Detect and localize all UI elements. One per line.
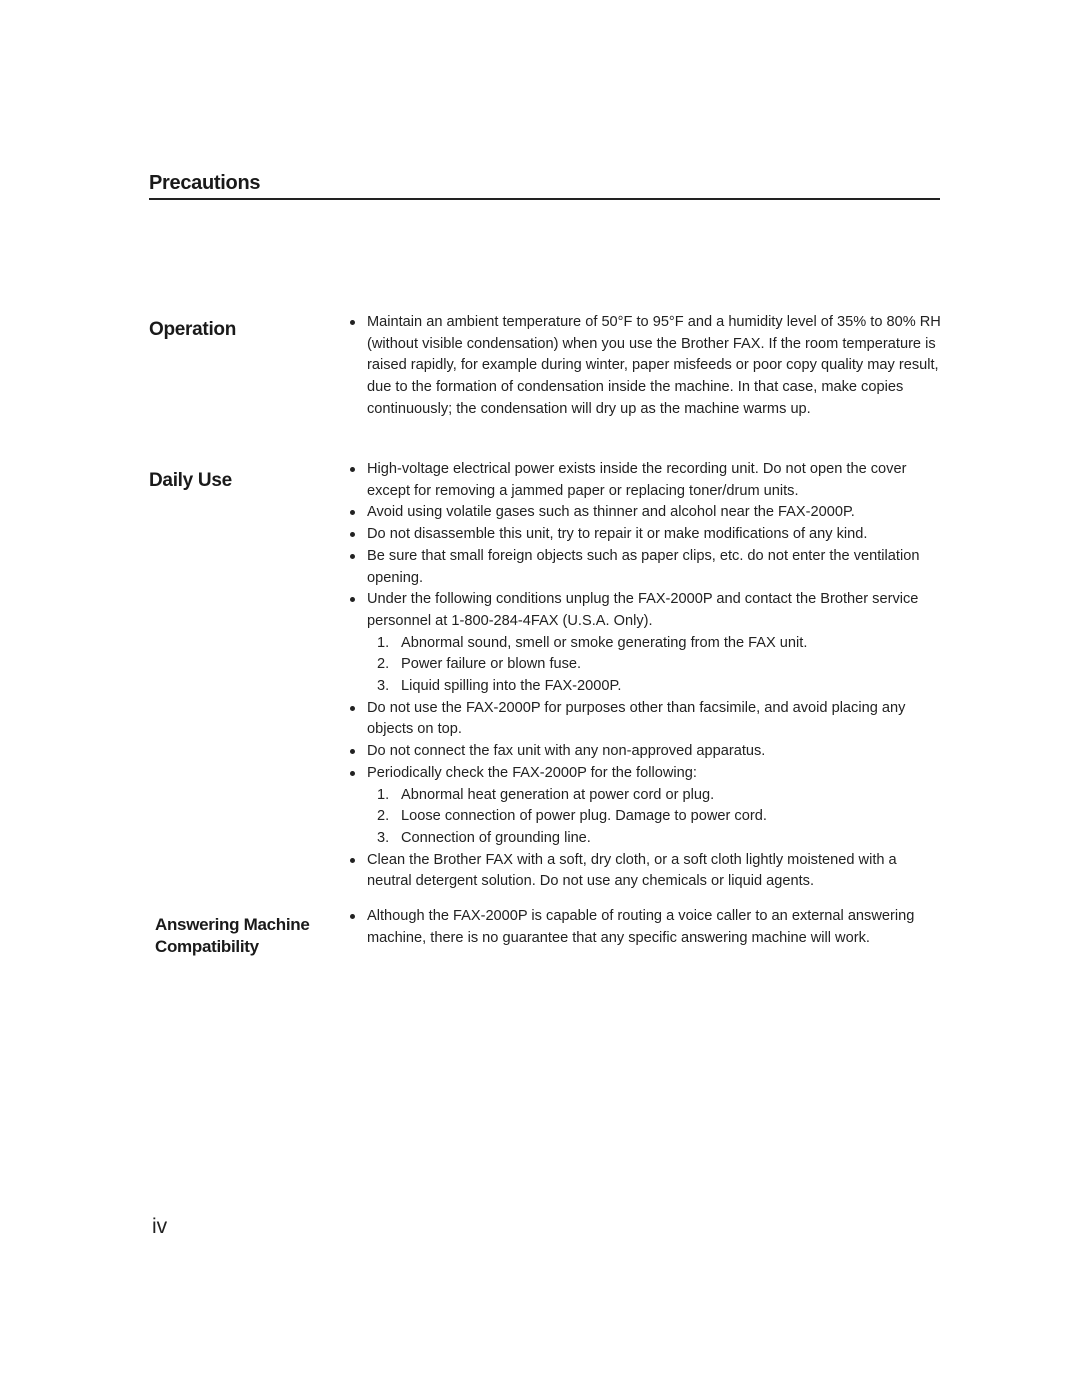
answering-body xyxy=(347,906,942,949)
bullet-icon xyxy=(350,320,355,325)
bullet-icon xyxy=(350,858,355,863)
bullet-text: Clean the Brother FAX with a soft, dry cloth, or a soft cloth lightly moistened with a neutral detergent solution. Do not use any chemicals or liquid agents. xyxy=(367,851,897,890)
bullet-text: Avoid using volatile gases such as thinner and alcohol near the FAX-2000P. xyxy=(367,504,855,521)
bullet-item xyxy=(347,312,942,421)
item-number: 2. xyxy=(377,808,390,825)
bullet-text: High-voltage electrical power exists inside the recording unit. Do not open the cover except for removing a jammed paper or replacing toner/drum units. xyxy=(367,461,907,499)
bullet-item xyxy=(347,589,942,632)
bullet-item xyxy=(347,741,942,763)
bullet-item xyxy=(347,850,942,893)
bullet-icon xyxy=(350,597,355,602)
bullet-item xyxy=(347,763,942,785)
item-number: 1. xyxy=(377,786,390,803)
daily-use-body xyxy=(347,459,942,893)
bullet-text: Do not disassemble this unit, try to repair it or make modifications of any kind. xyxy=(367,526,868,543)
numbered-item xyxy=(347,654,942,676)
answering-heading-line1: Answering Machine xyxy=(155,915,310,934)
numbered-item xyxy=(347,806,942,828)
page-number: iv xyxy=(152,1215,168,1238)
bullet-item xyxy=(347,546,942,589)
bullet-icon xyxy=(350,771,355,776)
item-text: Loose connection of power plug. Damage to power cord. xyxy=(401,808,767,825)
page-title: Precautions xyxy=(149,172,261,194)
numbered-item xyxy=(347,828,942,850)
bullet-icon xyxy=(350,914,355,919)
answering-heading xyxy=(155,914,310,958)
bullet-text: Be sure that small foreign objects such as paper clips, etc. do not enter the ventilation opening. xyxy=(367,547,920,586)
operation-heading: Operation xyxy=(149,319,237,340)
bullet-icon xyxy=(350,706,355,711)
numbered-item xyxy=(347,633,942,655)
bullet-item xyxy=(347,524,942,546)
bullet-item xyxy=(347,502,942,524)
answering-heading-line2: Compatibility xyxy=(155,937,259,956)
bullet-text: Under the following conditions unplug the FAX-2000P and contact the Brother service personnel at 1-800-284-4FAX (U.S.A. Only). xyxy=(367,591,919,629)
item-text: Abnormal sound, smell or smoke generating from the FAX unit. xyxy=(401,634,808,651)
item-text: Abnormal heat generation at power cord or plug. xyxy=(401,786,715,803)
numbered-item xyxy=(347,676,942,698)
title-divider xyxy=(149,198,940,200)
bullet-icon xyxy=(350,467,355,472)
bullet-text: Periodically check the FAX-2000P for the following: xyxy=(367,764,697,781)
item-number: 1. xyxy=(377,634,390,651)
bullet-item xyxy=(347,459,942,502)
bullet-text: Maintain an ambient temperature of 50°F to 95°F and a humidity level of 35% to 80% RH (without visible condensation) when you use the Brother FAX. If the room temperature is raised rapidly, for example during winter, paper misfeeds or poor copy quality may result, due to the formation of condensation inside the machine. In that case, make copies continuously; the condensation will dry up as the machine warms up. xyxy=(367,314,941,417)
bullet-icon xyxy=(350,554,355,559)
item-number: 3. xyxy=(377,829,390,846)
item-number: 3. xyxy=(377,678,390,695)
item-text: Liquid spilling into the FAX-2000P. xyxy=(401,678,622,695)
operation-body xyxy=(347,312,942,421)
daily-use-heading: Daily Use xyxy=(149,470,232,491)
numbered-item xyxy=(347,785,942,807)
item-text: Power failure or blown fuse. xyxy=(401,656,582,673)
bullet-icon xyxy=(350,749,355,754)
bullet-item xyxy=(347,906,942,949)
item-number: 2. xyxy=(377,656,390,673)
bullet-item xyxy=(347,698,942,741)
bullet-text: Do not use the FAX-2000P for purposes other than facsimile, and avoid placing any objects on top. xyxy=(367,699,906,738)
bullet-text: Do not connect the fax unit with any non-approved apparatus. xyxy=(367,743,766,760)
bullet-text: Although the FAX-2000P is capable of routing a voice caller to an external answering machine, there is no guarantee that any specific answering machine will work. xyxy=(367,908,915,946)
bullet-icon xyxy=(350,532,355,537)
bullet-icon xyxy=(350,510,355,515)
item-text: Connection of grounding line. xyxy=(401,829,591,846)
